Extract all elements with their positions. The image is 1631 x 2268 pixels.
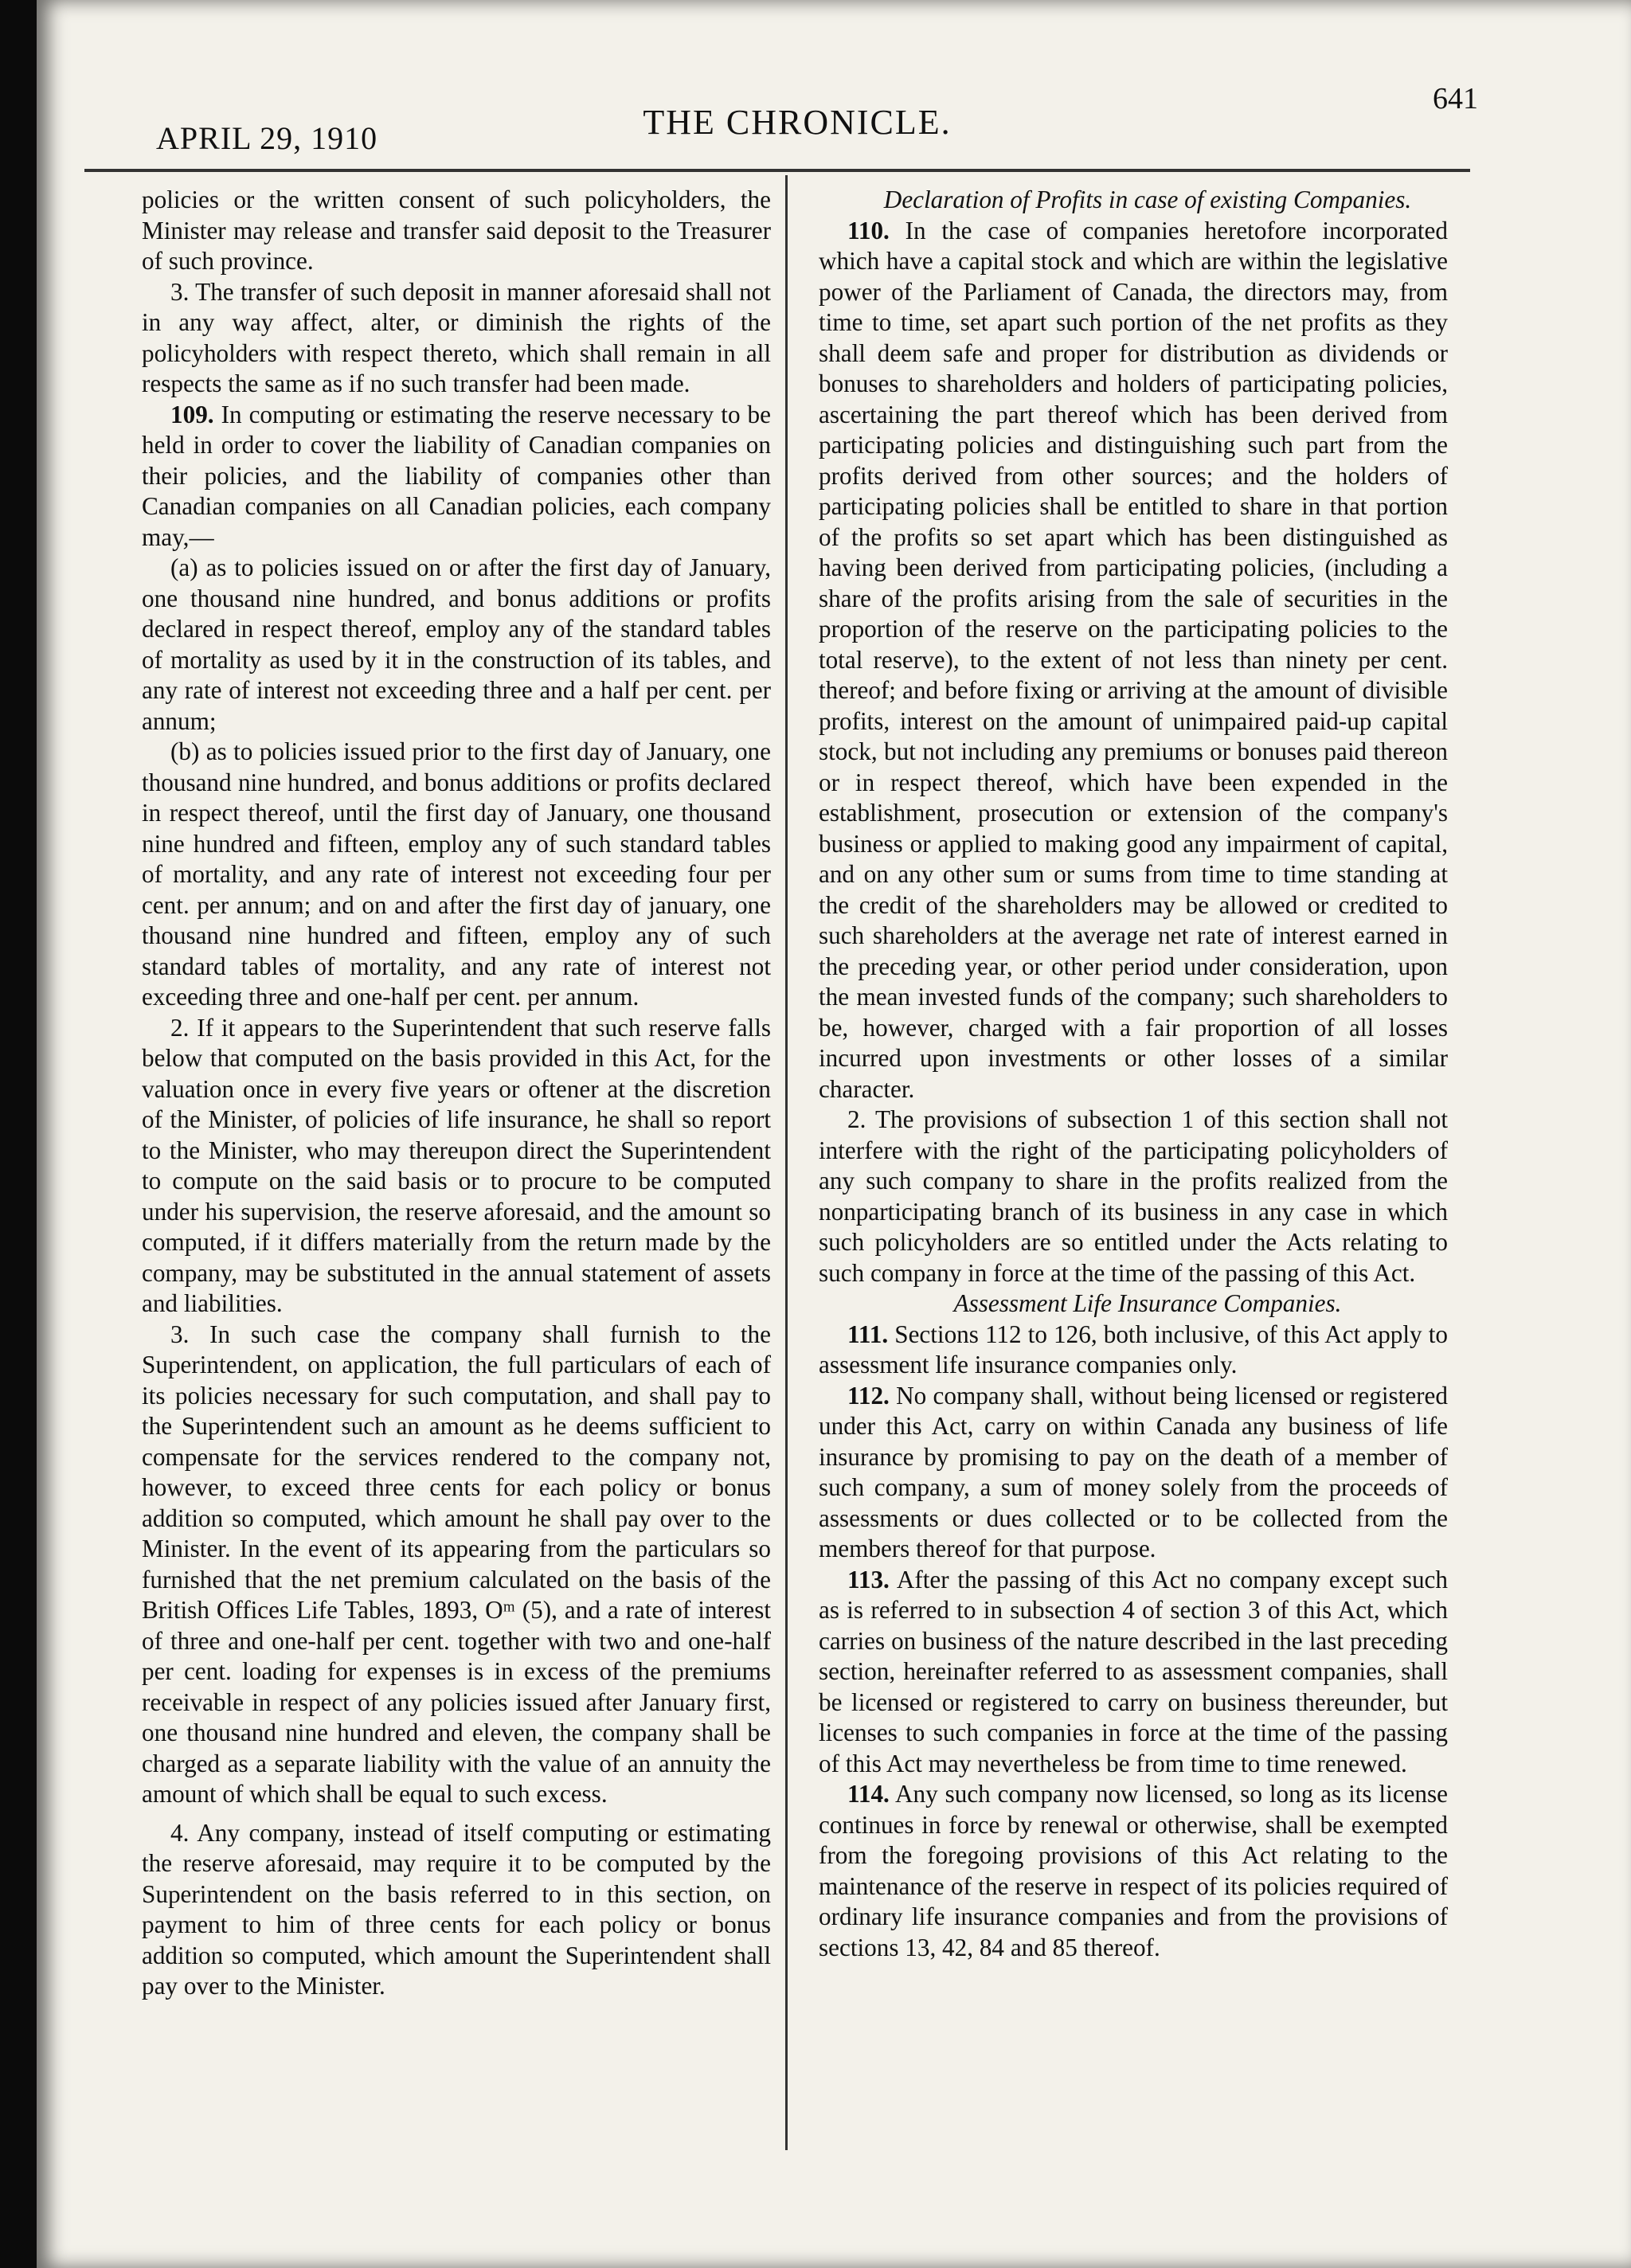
paragraph-text: In the case of companies heretofore incorporated which have a capital stock and which are within the legislative power of the Parliament of Canada, the directors may, from time to time, set apart such portion of the net profits as they shall deem safe and proper for distribution as dividends or bonuses to shareholders and holders of participating policies, ascertaining the part thereof which has been derived from participating policies and distinguishing such part from the profits derived from other sources; and the holders of participating policies shall be entitled to share in that portion of the profits so set apart which has been distinguished as having been derived from participating policies, (including a share of the profits arising from the sale of securities in the proportion of the reserve on the participating policies to the total reserve), to the extent of not less than ninety per cent. thereof; and before fixing or arriving at the amount of divisible profits, interest on the amount of unimpaired paid-up capital stock, but not including any premiums or bonuses paid thereon or in respect thereof, which have been expended in the establishment, prosecution or extension of the company's business or applied to making good any impairment of capital, and on any other sum or sums from time to time standing at the credit of the shareholders may be allowed or credited to such shareholders at the average net rate of interest earned in the preceding year, or other period under consideration, upon the mean invested funds of the company; such shareholders to be, however, charged with a fair proportion of all losses incurred upon investments or other losses of a similar character. xyxy=(819,216,1448,1103)
paragraph-text: No company shall, without being licensed or registered under this Act, carry on within Canada any business of life insurance by promising to pay on the death of a member of such company, a sum of money solely from the proceeds of assessments or dues collected or to be collected from the members thereof for that purpose. xyxy=(819,1381,1448,1562)
masthead-title: THE CHRONICLE. xyxy=(643,103,952,142)
newspaper-page xyxy=(37,0,1631,2268)
paragraph-text: In computing or estimating the reserve necessary to be held in order to cover the liability of Canadian companies on their policies, and the liability of companies other than Canadian companies on all Canadian policies, each company may,— xyxy=(142,400,771,551)
right-column xyxy=(819,185,1448,1963)
section-number: 113. xyxy=(847,1565,890,1593)
section-number: 112. xyxy=(847,1381,890,1410)
paragraph xyxy=(142,1013,771,1320)
section-number: 114. xyxy=(847,1780,890,1808)
paragraph xyxy=(142,185,771,277)
paragraph-text: 2. The provisions of subsection 1 of this section shall not interfere with the right of the participating policyholders of any such company to share in the profits realized from the nonparticipating branch of its business in any case in which such policyholders are so entitled under the Acts relating to such company in force at the time of the passing of this Act. xyxy=(819,1105,1448,1287)
paragraph xyxy=(142,277,771,400)
paragraph xyxy=(819,1565,1448,1780)
page-number: 641 xyxy=(1433,82,1478,115)
paragraph xyxy=(819,1779,1448,1963)
paragraph-text: (a) as to policies issued on or after the first day of January, one thousand nine hundred, and bonus additions or profits declared in respect thereof, employ any of the standard tables of mortality as used by it in the construction of its tables, and any rate of interest not exceeding three and a half per cent. per annum; xyxy=(142,553,771,735)
paragraph xyxy=(142,737,771,1013)
paragraph-text: 4. Any company, instead of itself computing or estimating the reserve aforesaid, may require it to be computed by the Superintendent on the basis referred to in this section, on payment to him of three cents for each policy or bonus addition so computed, which amount the Superintendent shall pay over to the Minister. xyxy=(142,1818,771,2000)
page-header xyxy=(124,64,1478,167)
section-heading: Declaration of Profits in case of existing Companies. xyxy=(883,186,1412,213)
paragraph-text: 2. If it appears to the Superintendent that such reserve falls below that computed on the basis provided in this Act, for the valuation once in every five years or oftener at the discretion of the Minister, of policies of life insurance, he shall so report to the Minister, who may thereupon direct the Superintendent to compute on the said basis or to procure to be computed under his supervision, the reserve aforesaid, and the amount so computed, if it differs materially from the return made by the company, may be substituted in the annual statement of assets and liabilities. xyxy=(142,1013,771,1317)
paragraph xyxy=(819,1381,1448,1565)
paragraph xyxy=(819,1105,1448,1288)
header-date: APRIL 29, 1910 xyxy=(156,120,378,156)
paragraph-text: After the passing of this Act no company except such as is referred to in subsection 4 of section 3 of this Act, which carries on business of the nature described in the last preceding section, hereinafter referred to as assessment companies, shall be licensed or registered to carry on business thereunder, but licenses to such companies in force at the time of the passing of this Act may nevertheless be from time to time renewed. xyxy=(819,1565,1448,1777)
paragraph xyxy=(142,1818,771,2002)
column-divider xyxy=(785,175,788,2150)
paragraph xyxy=(142,553,771,737)
paragraph xyxy=(142,1320,771,1810)
paragraph xyxy=(142,400,771,553)
paragraph xyxy=(819,216,1448,1105)
section-heading: Assessment Life Insurance Companies. xyxy=(953,1289,1342,1317)
paragraph-text: (b) as to policies issued prior to the first day of January, one thousand nine hundred, and bonus additions or profits declared in respect thereof, until the first day of January, one thousand nine hundred and fifteen, employ any of such standard tables of mortality, and any rate of interest not exceeding four per cent. per annum; and on and after the first day of january, one thousand nine hundred and fifteen, employ any of such standard tables of mortality, and any rate of interest not exceeding three and one-half per cent. per annum. xyxy=(142,737,771,1011)
section-number: 110. xyxy=(847,216,890,244)
section-number: 109. xyxy=(170,400,214,428)
paragraph xyxy=(819,1320,1448,1381)
header-rule xyxy=(84,169,1470,172)
paragraph-text: Sections 112 to 126, both inclusive, of this Act apply to assessment life insurance companies only. xyxy=(819,1320,1448,1378)
paragraph-text: 3. The transfer of such deposit in manner aforesaid shall not in any way affect, alter, or diminish the rights of the policyholders with respect thereto, which shall remain in all respects the same as if no such transfer had been made. xyxy=(142,277,771,397)
paragraph-text: 3. In such case the company shall furnish to the Superintendent, on application, the full particulars of each of its policies necessary for such computation, and shall pay to the Superintendent such an amount as he deems sufficient to compensate for the services rendered to the company not, however, to exceed three cents for each policy or bonus addition so computed, which amount he shall pay over to the Minister. In the event of its appearing from the particulars so furnished that the net premium calculated on the basis of the British Offices Life Tables, 1893, Oᵐ (5), and a rate of interest of three and one-half per cent. together with two and one-half per cent. loading for expenses is in excess of the premiums receivable in respect of any policies issued after January first, one thousand nine hundred and eleven, the company shall be charged as a separate liability with the value of an annuity the amount of which shall be equal to such excess. xyxy=(142,1320,771,1808)
left-column xyxy=(142,185,771,2002)
section-number: 111. xyxy=(847,1320,889,1348)
paragraph-text: policies or the written consent of such policyholders, the Minister may release and transfer said deposit to the Treasurer of such province. xyxy=(142,186,771,275)
paragraph-text: Any such company now licensed, so long as its license continues in force by renewal or otherwise, shall be exempted from the foregoing provisions of this Act relating to the maintenance of the reserve in respect of its policies required of ordinary life insurance companies and from the provisions of sections 13, 42, 84 and 85 thereof. xyxy=(819,1780,1448,1961)
